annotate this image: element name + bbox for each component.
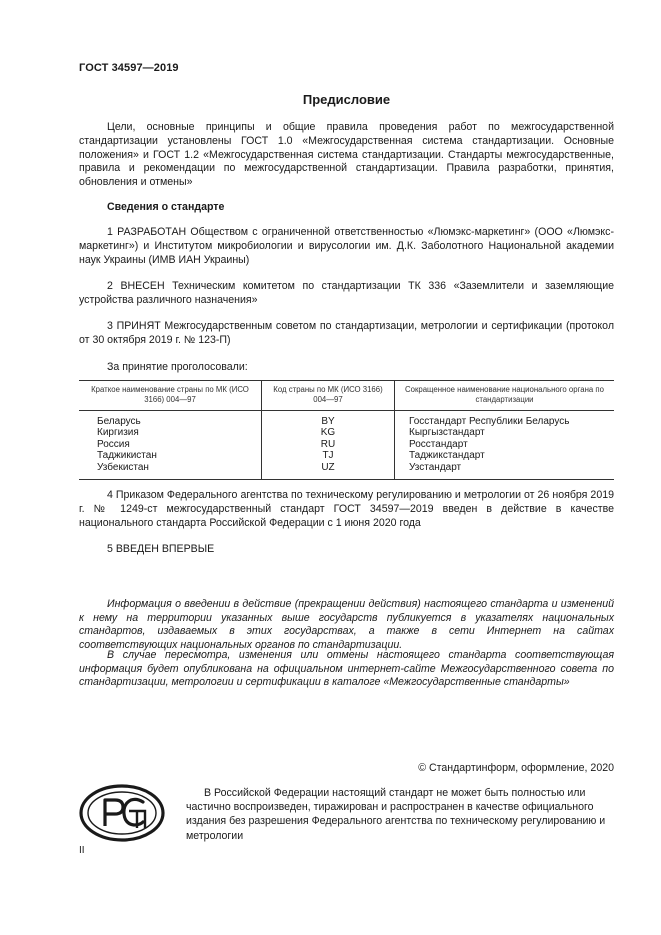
item-developed: 1 РАЗРАБОТАН Обществом с ограниченной ответственностью «Люмэкс-маркетинг» (ООО «Люмэкс-маркетинг») и Институтом микробиологии и вирусологии им. Д.К. Заболотного Национальной академии наук Украины (ИМВ ИАН Украины) bbox=[79, 226, 614, 266]
vote-table bbox=[79, 380, 614, 480]
copyright-line: © Стандартинформ, оформление, 2020 bbox=[418, 762, 614, 774]
note-revision: В случае пересмотра, изменения или отмены настоящего стандарта соответствующая информация будет опубликована на официальном интернет-сайте Межгосударственного совета по стандартизации, метрологии и сертификации в каталоге «Межгосударственные стандарты» bbox=[79, 649, 614, 688]
cell-country: Узбекистан bbox=[79, 462, 262, 480]
table-row bbox=[79, 427, 614, 438]
item-introduced: 2 ВНЕСЕН Техническим комитетом по стандартизации ТК 336 «Заземлители и заземляющие устройства различного назначения» bbox=[79, 280, 614, 306]
table-row bbox=[79, 462, 614, 480]
item-order: 4 Приказом Федерального агентства по техническому регулированию и метрологии от 26 ноября 2019 г. № 1249-ст межгосударственный стандарт ГОСТ 34597—2019 введен в действие в качестве национального стандарта Российской Федерации с 1 июня 2020 года bbox=[79, 489, 614, 529]
cell-code: BY bbox=[262, 411, 395, 428]
cell-body: Госстандарт Республики Беларусь bbox=[409, 416, 570, 427]
page-number: II bbox=[79, 845, 85, 856]
cell-country: Киргизия bbox=[79, 427, 262, 438]
page-title: Предисловие bbox=[302, 92, 391, 107]
table-row bbox=[79, 439, 614, 450]
item-adopted: 3 ПРИНЯТ Межгосударственным советом по стандартизации, метрологии и сертификации (протокол от 30 октября 2019 г. № 123-П) bbox=[79, 320, 614, 346]
vote-intro: За принятие проголосовали: bbox=[107, 361, 248, 373]
cell-country: Таджикистан bbox=[79, 450, 262, 461]
intro-paragraph: Цели, основные принципы и общие правила проведения работ по межгосударственной стандартизации установлены ГОСТ 1.0 «Межгосударственная система стандартизации. Основные положения» и ГОСТ 1.2 «Межгосударственная система стандартизации. Стандарты межгосударственные, правила и рекомендации по межгосударственной стандартизации. Правила разработки, принятия, обновления и отмены» bbox=[79, 121, 614, 189]
table-row bbox=[79, 411, 614, 428]
rights-notice: В Российской Федерации настоящий стандарт не может быть полностью или частично воспроизведен, тиражирован и распространен в качестве официального издания без разрешения Федерального агентства по техническому регулированию и метрологии bbox=[186, 787, 606, 842]
cell-country: Беларусь bbox=[79, 411, 262, 428]
info-heading: Сведения о стандарте bbox=[107, 201, 225, 213]
cell-code: RU bbox=[262, 439, 395, 450]
cell-body: Таджикстандарт bbox=[409, 450, 485, 462]
cell-code: UZ bbox=[262, 462, 395, 480]
item-first: 5 ВВЕДЕН ВПЕРВЫЕ bbox=[107, 543, 215, 555]
note-info: Информация о введении в действие (прекращении действия) настоящего стандарта и изменений к нему на территории указанных выше государств публикуется в указателях национальных стандартов, издаваемых в этих государствах, а также в сети Интернет на сайтах соответствующих национальных органов по стандартизации. bbox=[79, 598, 614, 651]
cell-code: TJ bbox=[262, 450, 395, 461]
cell-body: Кыргызстандарт bbox=[409, 427, 485, 439]
cell-code: KG bbox=[262, 427, 395, 438]
table-row bbox=[79, 450, 614, 461]
header-body-name: Сокращенное наименование национального органа по стандартизации bbox=[395, 381, 615, 411]
cell-body: Росстандарт bbox=[409, 438, 468, 450]
header-country-code: Код страны по МК (ИСО 3166) 004—97 bbox=[262, 381, 395, 411]
vote-table-header bbox=[79, 381, 614, 411]
header-country-short: Краткое наименование страны по МК (ИСО 3166) 004—97 bbox=[79, 381, 262, 411]
cell-body: Узстандарт bbox=[395, 462, 615, 480]
rst-logo-icon bbox=[79, 784, 165, 842]
document-code: ГОСТ 34597—2019 bbox=[79, 62, 179, 74]
cell-country: Россия bbox=[79, 439, 262, 450]
